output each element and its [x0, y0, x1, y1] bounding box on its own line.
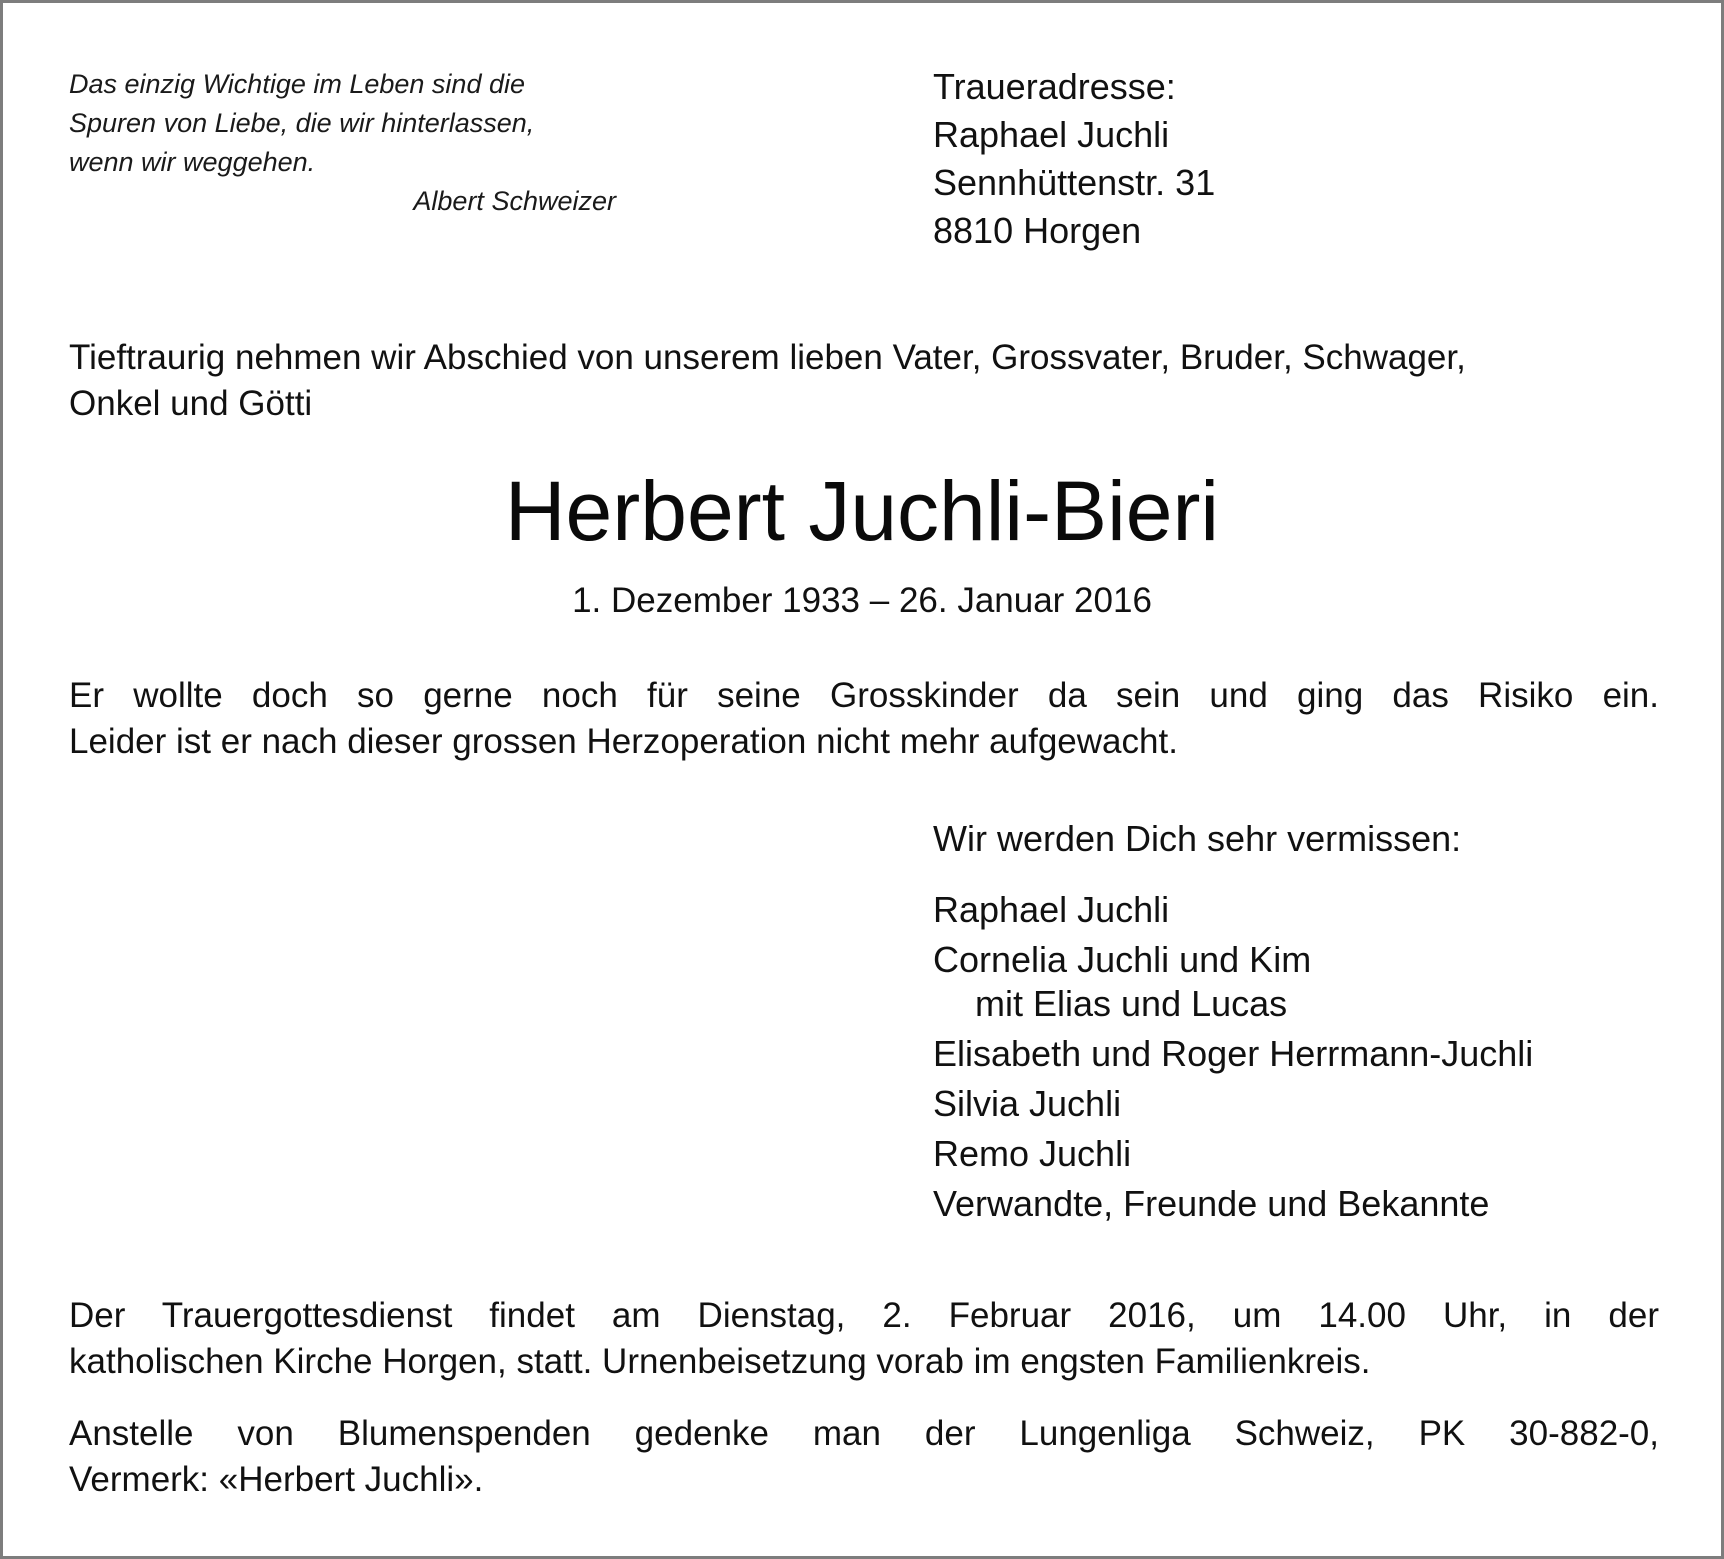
paragraph-line: Er wollte doch so gerne noch für seine Grosskinder da sein und ging das Risiko ein. — [69, 676, 1659, 715]
deceased-name: Herbert Juchli-Bieri — [504, 464, 1220, 558]
mourners-heading: Wir werden Dich sehr vermissen: — [933, 818, 1462, 859]
donation-paragraph — [69, 1411, 1659, 1503]
paragraph-line: Der Trauergottesdienst findet am Dienstag, 2. Februar 2016, um 14.00 Uhr, in der — [69, 1296, 1659, 1335]
epigraph-quote — [69, 65, 629, 221]
intro-line: Tieftraurig nehmen wir Abschied von unserem lieben Vater, Grossvater, Bruder, Schwager, — [69, 338, 1466, 377]
mourner-name: Raphael Juchli — [933, 889, 1170, 930]
mourner-name: Elisabeth und Roger Herrmann-Juchli — [933, 1033, 1534, 1074]
address-street: Sennhüttenstr. 31 — [933, 162, 1216, 203]
life-dates: 1. Dezember 1933 – 26. Januar 2016 — [572, 581, 1152, 620]
quote-author: Albert Schweizer — [413, 186, 616, 216]
mourner-name: mit Elias und Lucas — [975, 983, 1288, 1024]
quote-line: Spuren von Liebe, die wir hinterlassen, — [69, 108, 535, 138]
paragraph-line: katholischen Kirche Horgen, statt. Urnenbeisetzung vorab im engsten Familienkreis. — [69, 1342, 1371, 1381]
mourner-name: Silvia Juchli — [933, 1083, 1122, 1124]
quote-line: Das einzig Wichtige im Leben sind die — [69, 69, 525, 99]
funeral-service-paragraph — [69, 1293, 1659, 1385]
address-city: 8810 Horgen — [933, 210, 1142, 251]
mourner-name: Verwandte, Freunde und Bekannte — [933, 1183, 1490, 1224]
address-label: Traueradresse: — [933, 66, 1176, 107]
mourning-address — [933, 63, 1215, 255]
paragraph-line: Vermerk: «Herbert Juchli». — [69, 1460, 484, 1499]
paragraph-line: Anstelle von Blumenspenden gedenke man der Lungenliga Schweiz, PK 30-882-0, — [69, 1414, 1659, 1453]
farewell-paragraph — [69, 673, 1659, 765]
quote-line: wenn wir weggehen. — [69, 147, 316, 177]
intro-text — [69, 335, 1669, 427]
address-name: Raphael Juchli — [933, 114, 1170, 155]
mourner-name: Remo Juchli — [933, 1133, 1132, 1174]
mourner-name: Cornelia Juchli und Kim — [933, 939, 1312, 980]
intro-line: Onkel und Götti — [69, 384, 313, 423]
paragraph-line: Leider ist er nach dieser grossen Herzoperation nicht mehr aufgewacht. — [69, 722, 1178, 761]
mourners-list — [933, 815, 1533, 1229]
